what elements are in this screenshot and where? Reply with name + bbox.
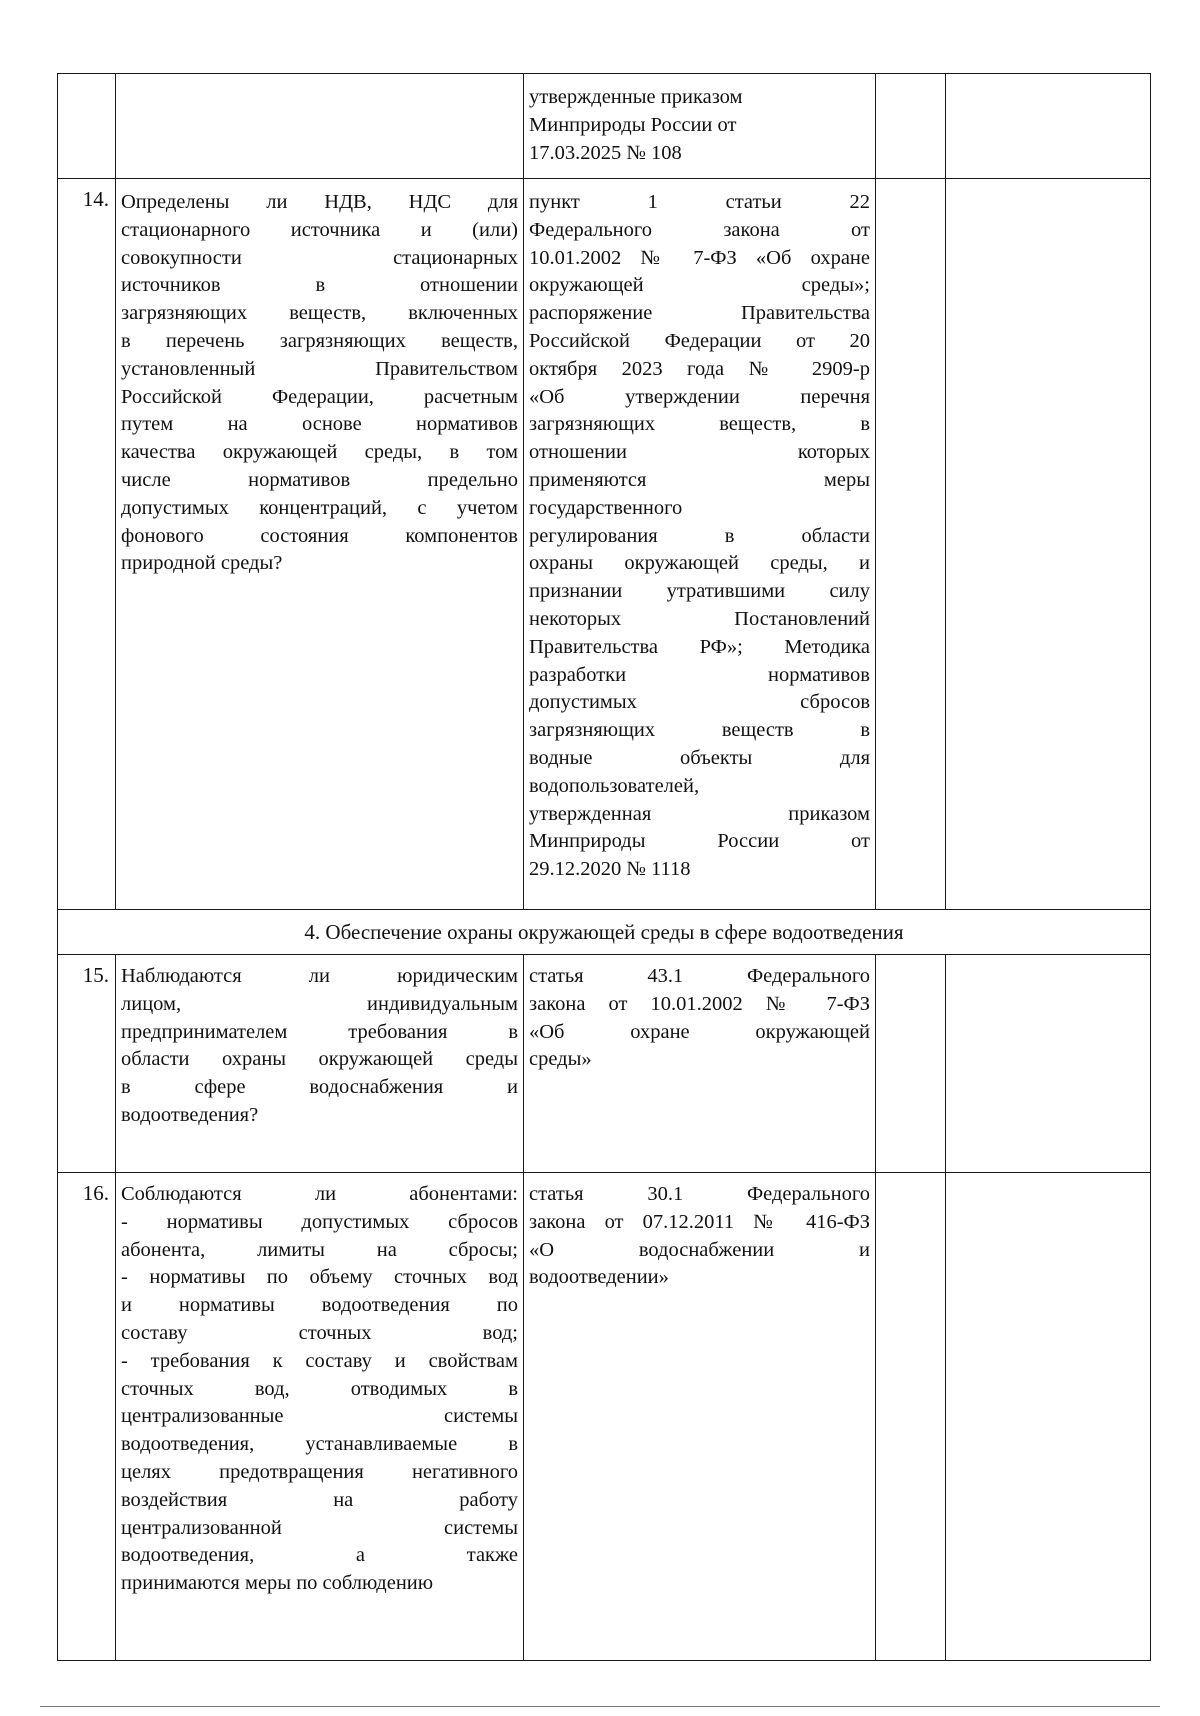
row14-basis-line: некоторых Постановлений bbox=[529, 607, 870, 630]
row14-basis-line: 10.01.2002 № 7-ФЗ «Об охране bbox=[529, 246, 870, 269]
row15-question-cell bbox=[115, 954, 524, 1173]
cont-basis-line: утвержденные приказом bbox=[529, 86, 743, 108]
row14-basis-line: охраны окружающей среды, и bbox=[529, 552, 870, 575]
cont-basis-line: Минприроды России от bbox=[529, 113, 737, 136]
row15-question-line: лицом, индивидуальным bbox=[121, 992, 518, 1015]
row14-basis-line: «Об утверждении перечня bbox=[529, 385, 870, 408]
row14-basis-line: октября 2023 года № 2909-р bbox=[529, 357, 870, 380]
row16-question-line: централизованной системы bbox=[121, 1516, 518, 1539]
row14-basis-line: водные объекты для bbox=[529, 746, 870, 769]
row14-basis-line: пункт 1 статьи 22 bbox=[529, 191, 870, 213]
row14-question-line: допустимых концентраций, с учетом bbox=[121, 496, 518, 519]
row14-question-line: Определены ли НДВ, НДС для bbox=[121, 191, 518, 213]
row14-question-line: в перечень загрязняющих веществ, bbox=[121, 329, 518, 352]
row16-question-line: принимаются меры по соблюдению bbox=[121, 1572, 434, 1595]
row14-question-line: совокупности стационарных bbox=[121, 246, 518, 269]
row14-basis-line: Минприроды России от bbox=[529, 830, 870, 853]
row14-basis-line: утвержденная приказом bbox=[529, 802, 870, 825]
row16-basis-line: «О водоснабжении и bbox=[529, 1238, 870, 1261]
row14-basis-line: загрязняющих веществ в bbox=[529, 719, 870, 742]
row16-question-line: сточных вод, отводимых в bbox=[121, 1377, 518, 1400]
row16-question-line: целях предотвращения негативного bbox=[121, 1460, 518, 1483]
cont-mark-cell-1 bbox=[875, 73, 946, 179]
row15-question-line: области охраны окружающей среды bbox=[121, 1048, 518, 1071]
row16-mark-cell-2 bbox=[945, 1172, 1151, 1661]
row14-mark-cell-1 bbox=[875, 178, 946, 910]
row15-basis-line: закона от 10.01.2002 № 7-ФЗ bbox=[529, 992, 870, 1015]
row14-basis-line: загрязняющих веществ, в bbox=[529, 413, 870, 436]
cont-question-cell bbox=[115, 73, 524, 179]
row15-mark-cell-1 bbox=[875, 954, 946, 1173]
row14-question-line: источников в отношении bbox=[121, 274, 518, 297]
row15-question-line: предпринимателем требования в bbox=[121, 1020, 518, 1043]
row15-mark-cell-2 bbox=[945, 954, 1151, 1173]
row14-basis-line: признании утратившими силу bbox=[529, 580, 870, 603]
cont-basis-cell bbox=[523, 73, 876, 179]
row16-basis-line: статья 30.1 Федерального bbox=[529, 1183, 870, 1205]
row15-basis-line: среды» bbox=[529, 1048, 592, 1071]
row15-basis-cell bbox=[523, 954, 876, 1173]
row16-question-cell bbox=[115, 1172, 524, 1661]
row16-question-line: абонента, лимиты на сбросы; bbox=[121, 1238, 518, 1261]
row14-basis-line: регулирования в области bbox=[529, 524, 870, 547]
row16-basis-cell bbox=[523, 1172, 876, 1661]
row16-question-line: водоотведения, а также bbox=[121, 1544, 518, 1567]
row14-basis-line: окружающей среды»; bbox=[529, 274, 870, 297]
row14-basis-line: Федерального закона от bbox=[529, 218, 870, 241]
row16-question-line: составу сточных вод; bbox=[121, 1321, 518, 1344]
row14-question-line: путем на основе нормативов bbox=[121, 413, 518, 436]
page-bottom-rule bbox=[40, 1706, 1160, 1707]
row14-basis-line: допустимых сбросов bbox=[529, 691, 870, 714]
row16-question-line: - нормативы по объему сточных вод bbox=[121, 1266, 518, 1289]
row16-mark-cell-1 bbox=[875, 1172, 946, 1661]
row16-question-line: - нормативы допустимых сбросов bbox=[121, 1210, 518, 1233]
row14-question-line: природной среды? bbox=[121, 552, 283, 575]
row16-question-line: и нормативы водоотведения по bbox=[121, 1294, 518, 1317]
row14-basis-cell bbox=[523, 178, 876, 910]
row14-basis-line: государственного bbox=[529, 496, 683, 519]
row14-question-line: фонового состояния компонентов bbox=[121, 524, 518, 547]
row14-basis-line: Российской Федерации от 20 bbox=[529, 329, 870, 352]
cont-basis-line: 17.03.2025 № 108 bbox=[529, 141, 682, 164]
row16-number: 16. bbox=[57, 1172, 116, 1661]
row15-basis-line: статья 43.1 Федерального bbox=[529, 965, 870, 987]
row16-question-line: воздействия на работу bbox=[121, 1488, 518, 1511]
section-4-title: 4. Обеспечение охраны окружающей среды в сфере водоотведения bbox=[57, 909, 1151, 955]
cont-number-cell bbox=[57, 73, 116, 179]
row16-question-line: водоотведения, устанавливаемые в bbox=[121, 1433, 518, 1456]
row14-basis-line: распоряжение Правительства bbox=[529, 302, 870, 325]
row14-question-line: Российской Федерации, расчетным bbox=[121, 385, 518, 408]
row14-question-line: стационарного источника и (или) bbox=[121, 218, 518, 241]
row14-basis-line: Правительства РФ»; Методика bbox=[529, 635, 870, 658]
row15-question-line: водоотведения? bbox=[121, 1103, 259, 1126]
row16-question-line: Соблюдаются ли абонентами: bbox=[121, 1183, 518, 1205]
row14-number: 14. bbox=[57, 178, 116, 910]
row14-basis-line: разработки нормативов bbox=[529, 663, 870, 686]
row14-basis-line: применяются меры bbox=[529, 468, 870, 491]
row14-question-line: качества окружающей среды, в том bbox=[121, 441, 518, 464]
row15-number: 15. bbox=[57, 954, 116, 1173]
row16-question-line: - требования к составу и свойствам bbox=[121, 1349, 518, 1372]
row14-basis-line: отношении которых bbox=[529, 441, 870, 464]
row15-basis-line: «Об охране окружающей bbox=[529, 1020, 870, 1043]
cont-mark-cell-2 bbox=[945, 73, 1151, 179]
row16-question-line: централизованные системы bbox=[121, 1405, 518, 1428]
row15-question-line: Наблюдаются ли юридическим bbox=[121, 965, 518, 987]
row14-basis-line: водопользователей, bbox=[529, 774, 700, 797]
row14-question-line: загрязняющих веществ, включенных bbox=[121, 302, 518, 325]
row14-question-line: числе нормативов предельно bbox=[121, 468, 518, 491]
row14-question-line: установленный Правительством bbox=[121, 357, 518, 380]
row15-question-line: в сфере водоснабжения и bbox=[121, 1076, 518, 1099]
row16-basis-line: водоотведении» bbox=[529, 1266, 669, 1289]
row14-basis-line: 29.12.2020 № 1118 bbox=[529, 858, 691, 881]
row14-mark-cell-2 bbox=[945, 178, 1151, 910]
row14-question-cell bbox=[115, 178, 524, 910]
row16-basis-line: закона от 07.12.2011 № 416-ФЗ bbox=[529, 1210, 870, 1233]
